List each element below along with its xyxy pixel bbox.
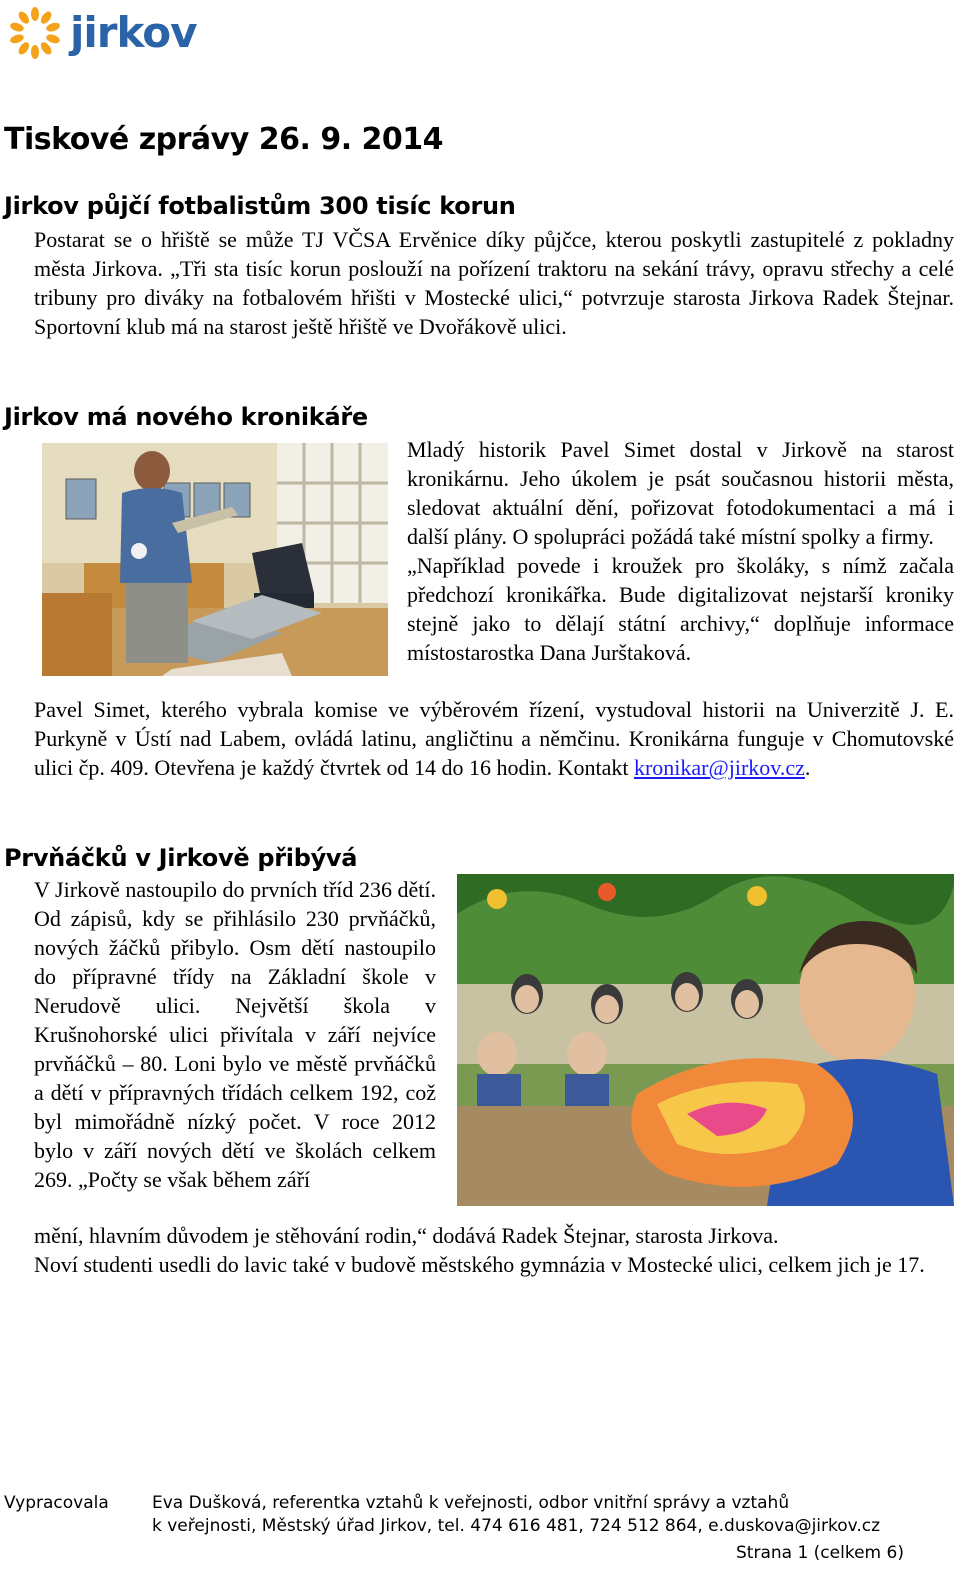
page-title: Tiskové zprávy 26. 9. 2014	[4, 122, 444, 157]
paragraph: Mladý historik Pavel Simet dostal v Jirkově na starost kronikárnu. Jeho úkolem je psát současnou historii města, sledovat aktuální dění, pořizovat fotodokumentaci a má i další plány. O spolupráci požádá také místní spolky a firmy.	[407, 437, 954, 549]
paragraph: V Jirkově nastoupilo do prvních tříd 236 dětí. Od zápisů, kdy se přihlásilo 230 prvňáčků, nových žáčků přibylo. Osm dětí nastoupilo do přípravné třídy na Základní škole v Nerudově ulici. Největší škola v Krušnohorské ulici přivítala v září nejvíce prvňáčků – 80. Loni bylo ve městě prvňáčků a dětí v přípravných třídách celkem 192, což byl mimořádně nízký počet. V roce 2012 bylo v září nových dětí ve školách celkem 269. „Počty se však během září	[34, 877, 436, 1192]
page-number: Strana 1 (celkem 6)	[736, 1543, 904, 1563]
paragraph	[34, 695, 954, 782]
paragraph: Noví studenti usedli do lavic také v budově městského gymnázia v Mostecké ulici, celkem jich je 17.	[34, 1252, 925, 1277]
logo-text: jirkov	[70, 8, 197, 57]
article-text-football	[34, 225, 954, 341]
paragraph: Postarat se o hřiště se může TJ VČSA Ervěnice díky půjčce, kterou poskytli zastupitelé z pokladny města Jirkova. „Tři sta tisíc korun poslouží na pořízení traktoru na sekání trávy, opravu střechy a celé tribuny pro diváky na fotbalovém hřišti v Mostecké ulici,“ potvrzuje starosta Jirkova Radek Štejnar. Sportovní klub má na starost ještě hřiště ve Dvořákově ulici.	[34, 227, 954, 339]
article-text-first-graders-side	[34, 875, 436, 1194]
footer-contact	[152, 1492, 952, 1538]
footer-contact-line: Eva Dušková, referentka vztahů k veřejnosti, odbor vnitřní správy a vztahů	[152, 1493, 790, 1513]
chronicler-email-link[interactable]: kronikar@jirkov.cz	[633, 755, 805, 780]
footer-contact-line: k veřejnosti, Městský úřad Jirkov, tel. 474 616 481, 724 512 864, e.duskova@jirkov.cz	[152, 1516, 881, 1536]
sentence-end: .	[804, 755, 811, 780]
footer-label: Vypracovala	[4, 1493, 109, 1513]
article-text-chronicler-full	[34, 695, 954, 782]
first-graders-photo	[457, 874, 954, 1206]
article-heading-first-graders: Prvňáčků v Jirkově přibývá	[4, 844, 358, 872]
article-text-chronicler-side	[407, 435, 954, 667]
paragraph: „Například povede i kroužek pro školáky, s nímž začala předchozí kronikářka. Bude digitalizovat nejstarší kroniky stejně jako to dělají státní archivy,“ doplňuje informace místostarostka Dana Jurštaková.	[407, 553, 954, 665]
chronicler-details-text: Pavel Simet, kterého vybrala komise ve výběrovém řízení, vystudoval historii na Univerzitě J. E. Purkyně v Ústí nad Labem, ovládá latinu, angličtinu a němčinu. Kronikárna funguje v Chomutovské ulici čp. 409. Otevřena je každý čtvrtek od 14 do 16 hodin. Kontakt	[34, 697, 954, 780]
article-heading-chronicler: Jirkov má nového kronikáře	[4, 403, 368, 431]
jirkov-logo	[4, 4, 197, 62]
paragraph: mění, hlavním důvodem je stěhování rodin,“ dodává Radek Štejnar, starosta Jirkova.	[34, 1223, 779, 1248]
article-text-first-graders-full	[34, 1221, 954, 1279]
article-heading-football: Jirkov půjčí fotbalistům 300 tisíc korun	[4, 192, 516, 220]
sun-icon	[4, 4, 66, 62]
chronicler-photo	[42, 443, 388, 676]
